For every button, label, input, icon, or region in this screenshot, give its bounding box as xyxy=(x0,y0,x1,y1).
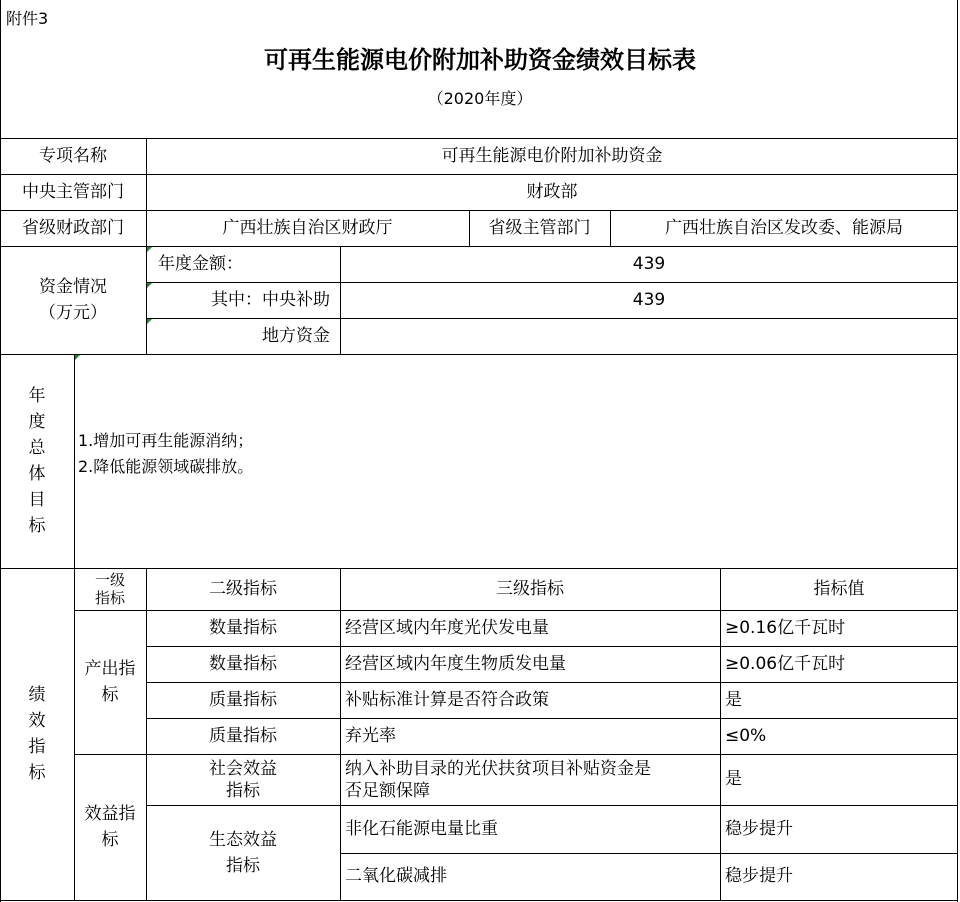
social-level2-line1: 社会效益 xyxy=(209,758,277,779)
output-row-level3: 弃光率 xyxy=(345,725,396,746)
perf-label xyxy=(0,568,74,900)
header-level1-line1: 一级 xyxy=(94,571,125,589)
central-dept-label: 中央主管部门 xyxy=(22,181,124,202)
social-level2-line2: 指标 xyxy=(226,780,260,801)
eco-benefit-level2 xyxy=(146,805,340,900)
social-benefit-level2 xyxy=(146,754,340,805)
output-row-value: ≤0% xyxy=(725,725,767,746)
prov-dept-label: 省级主管部门 xyxy=(488,217,591,238)
central-subsidy-label: 其中：中央补助 xyxy=(211,289,330,310)
eco-row-level3: 非化石能源电量比重 xyxy=(345,818,498,839)
goal-item: 2.降低能源领域碳排放。 xyxy=(78,457,254,476)
annual-goal-text xyxy=(78,428,253,480)
funds-label xyxy=(0,246,146,354)
prov-finance-value: 广西壮族自治区财政厅 xyxy=(222,217,393,238)
perf-label-char: 标 xyxy=(28,763,46,783)
eco-row-level3: 二氧化碳减排 xyxy=(345,866,447,887)
output-row-level2: 质量指标 xyxy=(209,725,277,746)
eco-level2-line1: 生态效益 xyxy=(209,829,277,850)
benefit-group-line2: 标 xyxy=(101,830,119,850)
goal-label-char: 体 xyxy=(28,464,46,484)
output-row-level2: 质量指标 xyxy=(209,689,277,710)
funds-label-line2: （万元） xyxy=(39,303,107,323)
goal-item: 1.增加可再生能源消纳； xyxy=(78,431,254,450)
eco-level2-line2: 指标 xyxy=(226,855,260,876)
output-row-level3: 补贴标准计算是否符合政策 xyxy=(345,689,549,710)
social-benefit-value: 是 xyxy=(725,769,742,790)
output-row-value: 是 xyxy=(725,689,742,710)
goal-label-char: 度 xyxy=(28,412,46,432)
output-group-line1: 产出指 xyxy=(84,659,136,679)
funds-label-line1: 资金情况 xyxy=(39,277,107,297)
annual-amount-label: 年度金额： xyxy=(158,253,243,274)
central-dept-value: 财政部 xyxy=(526,181,578,202)
header-level1 xyxy=(74,568,146,610)
output-group-label xyxy=(74,610,146,754)
output-group-line2: 标 xyxy=(101,685,119,705)
eco-row-value: 稳步提升 xyxy=(725,818,793,839)
perf-label-char: 绩 xyxy=(28,685,46,705)
local-funds-value xyxy=(340,318,958,354)
social-level3-line2: 否足额保障 xyxy=(345,780,430,801)
goal-label-char: 年 xyxy=(28,386,46,406)
eco-row-value: 稳步提升 xyxy=(725,866,793,887)
project-name-value: 可再生能源电价附加补助资金 xyxy=(441,145,663,166)
perf-label-char: 指 xyxy=(28,737,46,757)
central-subsidy-value: 439 xyxy=(632,289,666,310)
header-level2: 二级指标 xyxy=(209,578,277,599)
perf-label-char: 效 xyxy=(28,711,46,731)
document-title: 可再生能源电价附加补助资金绩效目标表 xyxy=(264,46,696,74)
annual-amount-value: 439 xyxy=(632,253,666,274)
social-level3-line1: 纳入补助目录的光伏扶贫项目补贴资金是 xyxy=(345,758,651,779)
benefit-group-line1: 效益指 xyxy=(84,804,136,824)
cell-marker-icon xyxy=(75,355,80,360)
header-level1-line2: 指标 xyxy=(94,589,125,607)
header-value: 指标值 xyxy=(813,578,865,599)
output-row-level3: 经营区域内年度生物质发电量 xyxy=(345,653,566,674)
social-benefit-level3 xyxy=(340,754,720,805)
output-row-level2: 数量指标 xyxy=(209,653,277,674)
goal-label-char: 目 xyxy=(28,490,46,510)
output-row-level2: 数量指标 xyxy=(209,617,277,638)
prov-dept-value: 广西壮族自治区发改委、能源局 xyxy=(665,217,903,238)
output-row-value: ≥0.06亿千瓦时 xyxy=(725,653,846,674)
goal-label-char: 标 xyxy=(28,516,46,536)
header-level3: 三级指标 xyxy=(496,578,564,599)
output-row-value: ≥0.16亿千瓦时 xyxy=(725,617,846,638)
attachment-label: 附件3 xyxy=(6,9,49,28)
output-row-level3: 经营区域内年度光伏发电量 xyxy=(345,617,549,638)
prov-finance-label: 省级财政部门 xyxy=(22,217,124,238)
local-funds-label: 地方资金 xyxy=(262,325,330,346)
annual-goal-label xyxy=(0,354,74,568)
benefit-group-label xyxy=(74,754,146,900)
document-subtitle: （2020年度） xyxy=(427,89,533,108)
project-name-label: 专项名称 xyxy=(39,145,107,166)
goal-label-char: 总 xyxy=(28,438,46,458)
